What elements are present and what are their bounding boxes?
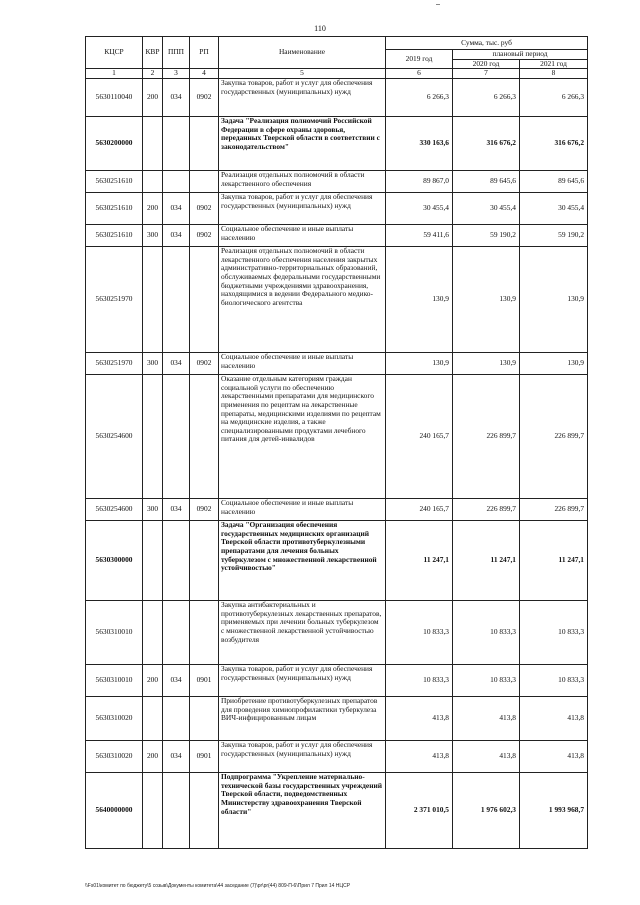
sum-2020-cell: 226 899,7 [453,499,520,521]
kvr-cell: 300 [143,499,163,521]
sum-2019-cell: 413,8 [386,697,453,741]
budget-table [85,36,588,849]
sum-2019-cell: 240 165,7 [386,499,453,521]
name-cell: Закупка товаров, работ и услуг для обеспечения государственных (муниципальных) нужд [219,79,386,117]
kcsr-cell: 5630251610 [86,171,143,193]
rp-cell [190,375,219,499]
ppp-cell: 034 [163,665,190,697]
sum-2019-cell: 130,9 [386,353,453,375]
sum-2021-cell: 130,9 [520,247,588,353]
rp-cell [190,601,219,665]
kvr-cell [143,521,163,601]
table-row [86,601,588,665]
header-name: Наименование [219,37,386,69]
sum-2019-cell: 10 833,3 [386,665,453,697]
sum-2019-cell: 11 247,1 [386,521,453,601]
table-row [86,773,588,849]
kcsr-cell: 5630251610 [86,225,143,247]
kvr-cell: 200 [143,741,163,773]
sum-2021-cell: 10 833,3 [520,601,588,665]
sum-2019-cell: 6 266,3 [386,79,453,117]
table-row [86,247,588,353]
sum-2021-cell: 6 266,3 [520,79,588,117]
kvr-cell [143,247,163,353]
page-number: 110 [314,24,326,33]
sum-2021-cell: 11 247,1 [520,521,588,601]
sum-2019-cell: 2 371 010,5 [386,773,453,849]
sum-2019-cell: 330 163,6 [386,117,453,171]
kvr-cell [143,375,163,499]
sum-2020-cell: 413,8 [453,741,520,773]
sum-2020-cell: 130,9 [453,353,520,375]
kcsr-cell: 5630251610 [86,193,143,225]
kvr-cell [143,697,163,741]
sum-2021-cell: 30 455,4 [520,193,588,225]
ppp-cell: 034 [163,499,190,521]
rp-cell [190,171,219,193]
column-number: 7 [453,69,520,79]
header-ppp: ППП [163,37,190,69]
name-cell: Закупка антибактериальных и противотуберкулезных лекарственных препаратов, применяемых при лечении больных туберкулезом с множественной лекарственной устойчивостью возбудителя [219,601,386,665]
table-row [86,741,588,773]
name-cell: Закупка товаров, работ и услуг для обеспечения государственных (муниципальных) нужд [219,193,386,225]
sum-2020-cell: 10 833,3 [453,601,520,665]
kcsr-cell: 5630110040 [86,79,143,117]
sum-2019-cell: 89 867,0 [386,171,453,193]
sum-2019-cell: 10 833,3 [386,601,453,665]
kvr-cell: 200 [143,79,163,117]
sum-2020-cell: 30 455,4 [453,193,520,225]
header-2020: 2020 год [453,59,520,69]
ppp-cell [163,697,190,741]
sum-2021-cell: 59 190,2 [520,225,588,247]
name-cell: Закупка товаров, работ и услуг для обеспечения государственных (муниципальных) нужд [219,741,386,773]
ppp-cell [163,375,190,499]
sum-2019-cell: 130,9 [386,247,453,353]
name-cell: Оказание отдельным категориям граждан социальной услуги по обеспечению лекарственными препаратами для медицинского применения по рецептам на лекарственные препараты, медицинскими изделиями по рецептам на медицинские изделия, а также специализированными продуктами лечебного питания для детей-инвалидов [219,375,386,499]
kvr-cell: 300 [143,353,163,375]
kcsr-cell: 5630300000 [86,521,143,601]
header-planned-period: плановый период [453,50,588,60]
table-row [86,521,588,601]
ppp-cell: 034 [163,225,190,247]
ppp-cell [163,521,190,601]
sum-2020-cell: 1 976 602,3 [453,773,520,849]
header-2019: 2019 год [386,50,453,69]
header-kvr: КВР [143,37,163,69]
sum-2020-cell: 130,9 [453,247,520,353]
rp-cell: 0902 [190,225,219,247]
sum-2020-cell: 316 676,2 [453,117,520,171]
sum-2021-cell: 226 899,7 [520,375,588,499]
sum-2020-cell: 10 833,3 [453,665,520,697]
table-row [86,375,588,499]
kvr-cell [143,171,163,193]
column-number: 2 [143,69,163,79]
kcsr-cell: 5630310010 [86,665,143,697]
table-row [86,499,588,521]
name-cell: Задача "Организация обеспечения государственных медицинских организаций Тверской области противотуберкулезными препаратами для лечения больных туберкулезом с множественной лекарственной устойчивостью" [219,521,386,601]
header-sum: Сумма, тыс. руб [386,37,588,50]
sum-2021-cell: 226 899,7 [520,499,588,521]
sum-2020-cell: 89 645,6 [453,171,520,193]
sum-2021-cell: 316 676,2 [520,117,588,171]
kvr-cell: 200 [143,193,163,225]
table-row [86,697,588,741]
rp-cell: 0902 [190,79,219,117]
kcsr-cell: 5630254600 [86,375,143,499]
rp-cell: 0901 [190,665,219,697]
name-cell: Подпрограмма "Укрепление материально-технической базы государственных учреждений Тверской области, подведомственных Министерству здравоохранения Тверской области" [219,773,386,849]
kvr-cell: 200 [143,665,163,697]
ppp-cell [163,247,190,353]
kcsr-cell: 5630251970 [86,353,143,375]
column-number: 5 [219,69,386,79]
rp-cell: 0902 [190,193,219,225]
ppp-cell: 034 [163,353,190,375]
sum-2021-cell: 10 833,3 [520,665,588,697]
column-number: 1 [86,69,143,79]
table-row [86,193,588,225]
sum-2020-cell: 226 899,7 [453,375,520,499]
column-number: 4 [190,69,219,79]
name-cell: Реализация отдельных полномочий в области лекарственного обеспечения населения закрытых административно-территориальных образований, обслуживаемых федеральными государственными бюджетными учреждениями здравоохранения, находящимися в ведении Федерального медико-биологического агентства [219,247,386,353]
kvr-cell [143,117,163,171]
ppp-cell: 034 [163,79,190,117]
kcsr-cell: 5630310020 [86,741,143,773]
rp-cell [190,773,219,849]
name-cell: Социальное обеспечение и иные выплаты населению [219,225,386,247]
file-path-footer: \\Fs01\комитет по бюджету\5 созыв\Документы комитета\44 заседание (7)\pr\pr(44) 809-П-6\Прил 7 Прил 14 НЦСР [85,883,351,889]
table-row [86,353,588,375]
name-cell: Реализация отдельных полномочий в области лекарственного обеспечения [219,171,386,193]
sum-2019-cell: 240 165,7 [386,375,453,499]
rp-cell: 0901 [190,741,219,773]
sum-2021-cell: 413,8 [520,741,588,773]
sum-2020-cell: 11 247,1 [453,521,520,601]
sum-2020-cell: 413,8 [453,697,520,741]
ppp-cell [163,171,190,193]
kcsr-cell: 5630200000 [86,117,143,171]
kcsr-cell: 5630251970 [86,247,143,353]
ppp-cell [163,773,190,849]
column-number-row [86,69,588,79]
column-number: 3 [163,69,190,79]
table-row [86,665,588,697]
name-cell: Социальное обеспечение и иные выплаты населению [219,353,386,375]
kcsr-cell: 5630254600 [86,499,143,521]
name-cell: Задача "Реализация полномочий Российской Федерации в сфере охраны здоровья, переданных Тверской области в соответствии с законодательством" [219,117,386,171]
sum-2021-cell: 413,8 [520,697,588,741]
name-cell: Приобретение противотуберкулезных препаратов для проведения химиопрофилактики туберкулеза ВИЧ-инфицированным лицам [219,697,386,741]
column-number: 8 [520,69,588,79]
kvr-cell [143,773,163,849]
sum-2020-cell: 59 190,2 [453,225,520,247]
sum-2019-cell: 30 455,4 [386,193,453,225]
rp-cell [190,117,219,171]
kcsr-cell: 5630310010 [86,601,143,665]
ppp-cell: 034 [163,193,190,225]
kvr-cell [143,601,163,665]
rp-cell [190,247,219,353]
kcsr-cell: 5630310020 [86,697,143,741]
table-body [86,69,588,849]
column-number: 6 [386,69,453,79]
sum-2019-cell: 413,8 [386,741,453,773]
sum-2021-cell: 130,9 [520,353,588,375]
rp-cell: 0902 [190,353,219,375]
sum-2019-cell: 59 411,6 [386,225,453,247]
table-row [86,171,588,193]
header-rp: РП [190,37,219,69]
header-2021: 2021 год [520,59,588,69]
ppp-cell: 034 [163,741,190,773]
name-cell: Закупка товаров, работ и услуг для обеспечения государственных (муниципальных) нужд [219,665,386,697]
sum-2020-cell: 6 266,3 [453,79,520,117]
name-cell: Социальное обеспечение и иные выплаты населению [219,499,386,521]
rp-cell: 0902 [190,499,219,521]
rp-cell [190,521,219,601]
ppp-cell [163,601,190,665]
table-row [86,117,588,171]
scan-mark [436,4,440,5]
sum-2021-cell: 89 645,6 [520,171,588,193]
kvr-cell: 300 [143,225,163,247]
ppp-cell [163,117,190,171]
table-row [86,79,588,117]
rp-cell [190,697,219,741]
header-kcsr: КЦСР [86,37,143,69]
table-row [86,225,588,247]
kcsr-cell: 5640000000 [86,773,143,849]
sum-2021-cell: 1 993 968,7 [520,773,588,849]
